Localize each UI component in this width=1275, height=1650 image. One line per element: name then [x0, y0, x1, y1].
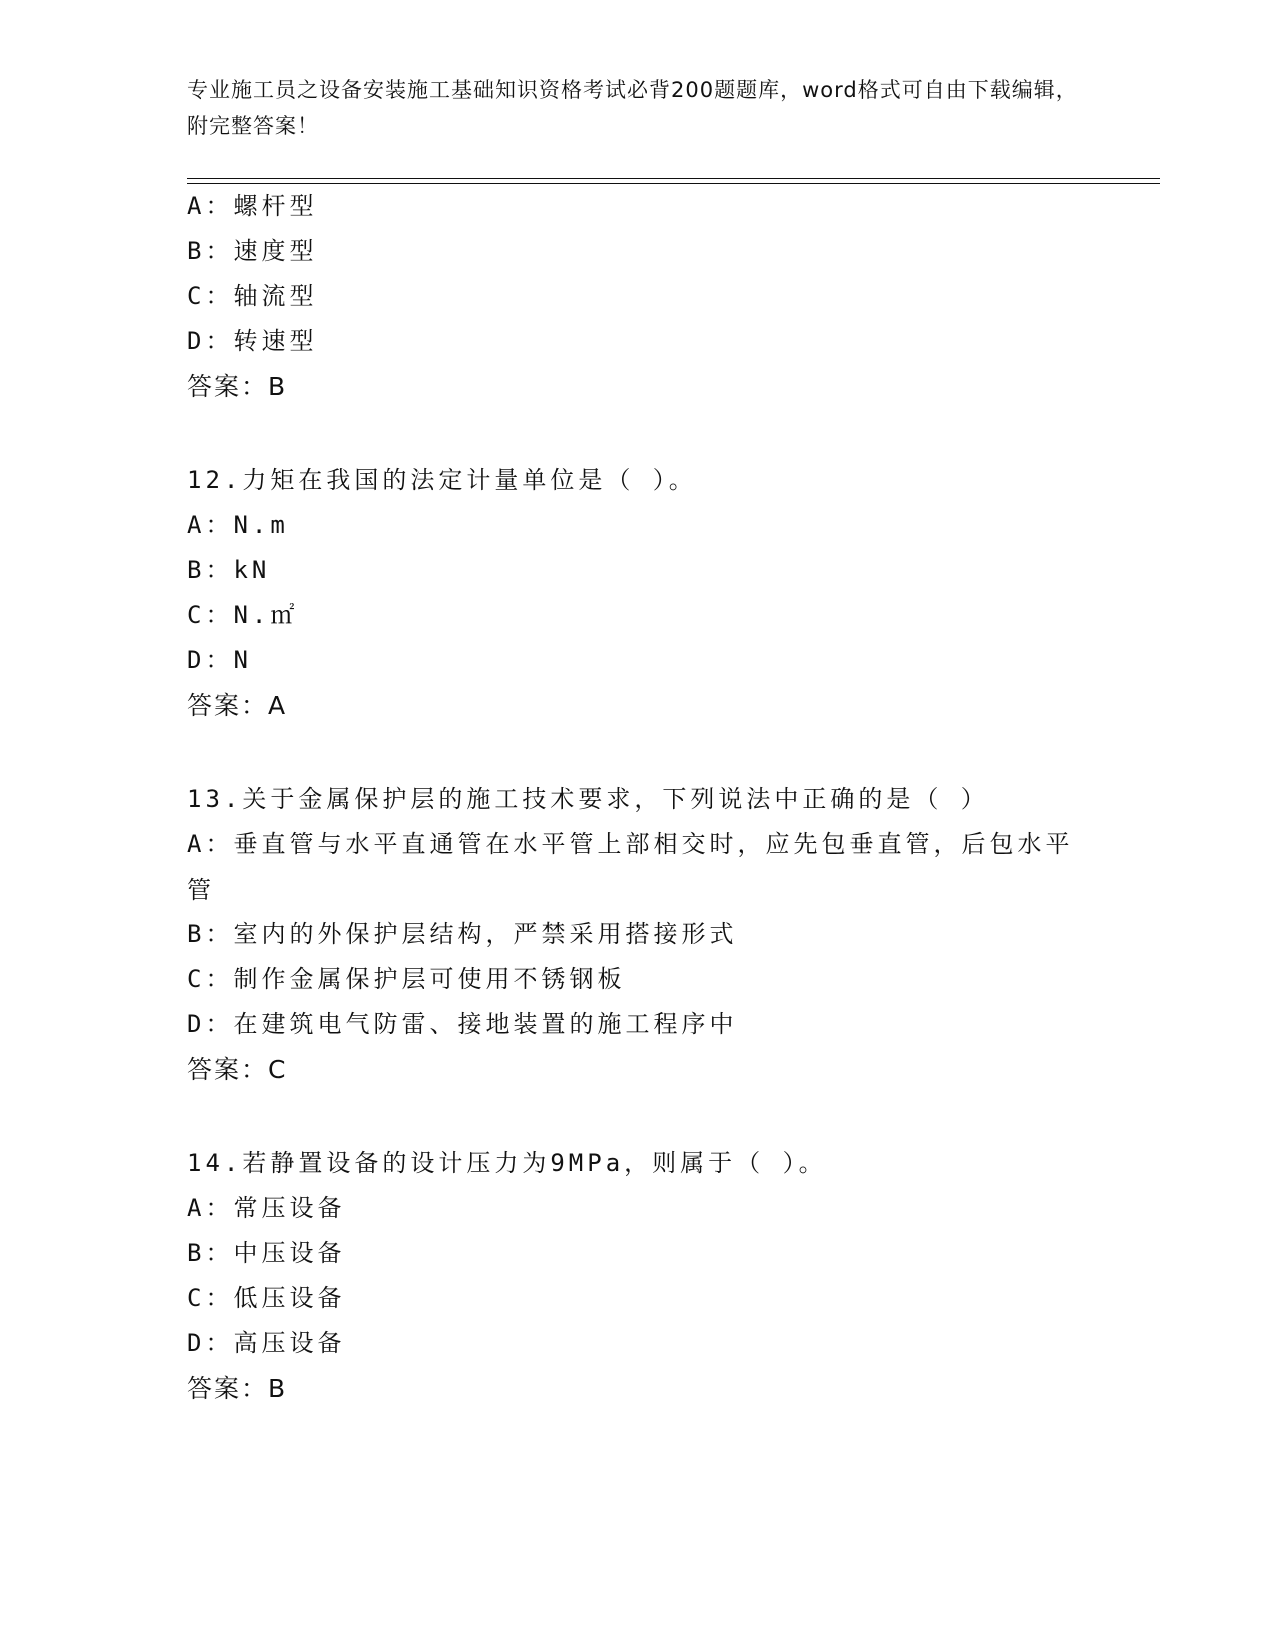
q14-answer: 答案：B	[187, 1374, 288, 1403]
q11-option-b: B：速度型	[187, 237, 318, 265]
q12-option-a: A：N.m	[187, 511, 289, 539]
q11-option-a: A：螺杆型	[187, 192, 318, 220]
q13-option-a: A：垂直管与水平直通管在水平管上部相交时，应先包垂直管，后包水平管	[187, 830, 1074, 904]
q12-stem: 12.力矩在我国的法定计量单位是（ ）。	[187, 466, 697, 494]
q13-option-c: C：制作金属保护层可使用不锈钢板	[187, 965, 626, 993]
q13-answer: 答案：C	[187, 1055, 288, 1084]
q11-option-d: D：转速型	[187, 327, 318, 355]
q13-option-b: B：室内的外保护层结构，严禁采用搭接形式	[187, 920, 738, 948]
q12-option-d: D：N	[187, 646, 252, 674]
q12-option-c: C：N.㎡	[187, 601, 299, 629]
document-header: 专业施工员之设备安装施工基础知识资格考试必背200题题库，word格式可自由下载编辑，附完整答案！	[187, 78, 1078, 138]
q12-option-b: B：kN	[187, 556, 271, 584]
q13-option-d: D：在建筑电气防雷、接地装置的施工程序中	[187, 1010, 738, 1038]
q14-option-d: D：高压设备	[187, 1329, 346, 1357]
q11-option-c: C：轴流型	[187, 282, 318, 310]
header-rule-top	[187, 178, 1160, 179]
q14-option-c: C：低压设备	[187, 1284, 346, 1312]
q14-option-b: B：中压设备	[187, 1239, 346, 1267]
q14-option-a: A：常压设备	[187, 1194, 346, 1222]
q11-answer: 答案：B	[187, 372, 288, 401]
q14-stem: 14.若静置设备的设计压力为9MPa，则属于（ ）。	[187, 1149, 827, 1177]
q12-answer: 答案：A	[187, 691, 288, 720]
q13-stem: 13.关于金属保护层的施工技术要求，下列说法中正确的是（ ）	[187, 785, 989, 813]
header-rule-bottom	[187, 183, 1160, 184]
